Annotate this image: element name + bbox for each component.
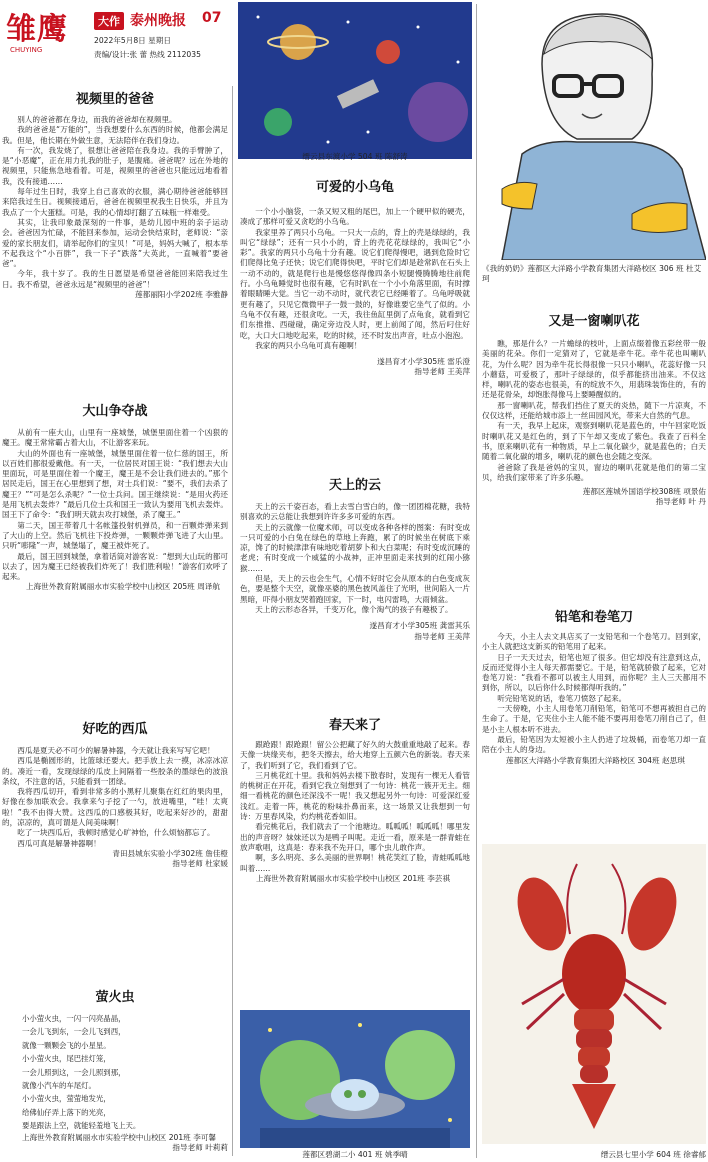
drawing-caption: 缙云县七里小学 604 班 徐睿郁 bbox=[600, 1150, 706, 1159]
drawing-aliens bbox=[240, 1010, 470, 1148]
logo-subtitle: CHUYING bbox=[10, 46, 43, 54]
paragraph: 吃了一块西瓜后，我顿时感觉心旷神怡，什么烦恼都忘了。 bbox=[17, 828, 215, 838]
article-title: 春天来了 bbox=[328, 718, 381, 733]
poem-line: 就像一颗颗会飞的小星星。 bbox=[22, 1040, 111, 1050]
drawing-caption: 莲都区碧湖二小 401 班 姚季晴 bbox=[302, 1150, 408, 1159]
paragraph: 我家里养了两只小乌龟。一只大一点的，背上的壳是绿绿的，我叫它“绿绿”；还有一只小小的，背上的壳花花绿绿的，我叫它“小彩”。我家的两只小乌龟十分有趣。说它们爬得慢吧，遇到危险时它们爬得比兔子还快；说它们爬得快吧，平时它们却是趁常趴在石头上一动不动的，就是爬行也是慢悠悠得像四条小短腿慢腾腾地往前爬行。小乌龟睡觉时也很有趣，它有时趴在一个小小角落里面，有时撑着眼睛睡大觉。当它一动不动时，就代表它已经睡着了。乌龟呼吸就更有趣了，只见它微微甲子一鼓一鼓的，好像谁要它坐气了似的。小乌龟不仅有趣，还很贪吃。一天，我往鱼缸里倒了点龟食，就看到它们东推推、西碰碰，确定旁边没人时，更上前闻了闻，然后叼住好吃，大口大口地吃起来，吃的时候，还不时发出声音，吐点小泡泡。 bbox=[240, 227, 470, 340]
author-signature: 莲都区莲城外国语学校308班 项景佑 bbox=[582, 487, 706, 497]
paragraph: 第二天，国王带着几十名帐篷投射机弹员，和一百颗炸弹来到了大山的上空。然后飞机往下投炸弹，一颗颗炸弹飞进了大山里。只听“嘭隆”一声，城堡塌了，魔王被炸死了。 bbox=[2, 520, 228, 551]
paragraph: 跟跄跟！跟跄跟！留公公把藏了好久的大鼓重重地敲了起来。春天像一块缘夹布，把冬天擦去，给大地穿上五颜六色的新装。春天来了，我们听到了它，我们看到了它。 bbox=[240, 740, 470, 770]
paragraph: 西瓜可真是解暑神器啊！ bbox=[17, 838, 101, 848]
drawing-grandma bbox=[482, 4, 706, 260]
article-body bbox=[240, 207, 470, 378]
author-signature: 上海世外教育附属丽水市实验学校中山校区 201班 李芸祺 bbox=[256, 873, 450, 883]
paragraph: 看完桃花后，我们就去了一个池塘边。呱呱呱！呱呱呱！哪里发出的声音呀？妹妹还以为是鸭子叫呢。走近一看，原来是一群青蛙在放声歌唱，这真是：春来我不先开口，哪个虫儿敢作声。 bbox=[240, 822, 470, 852]
article-body bbox=[2, 115, 228, 300]
paragraph: 别人的爸爸都在身边，而我的爸爸却在视频里。 bbox=[17, 115, 177, 124]
alien-illustration bbox=[240, 1010, 470, 1148]
space-illustration bbox=[238, 2, 472, 159]
paragraph: 最后，国王回到城堡，拿着话筒对游客说：“想到大山玩的都可以去了，因为魔王已经被我们炸死了！我们胜利啦！”游客们欢呼了起来。 bbox=[2, 551, 228, 582]
paragraph: 我家的两只小乌龟可真有趣啊！ bbox=[255, 340, 362, 350]
teacher-signature: 指导老师 杜家媛 bbox=[172, 859, 228, 869]
poem-body bbox=[2, 1012, 228, 1153]
paragraph: 但是，天上的云也会生气，心情不好时它会从原本的白色变成灰色，要是整个天空，就像巫婆的黑色披风盖住了光明，世间陷入一片黑暗，吓得小朋友哭着跑回家，下一时，电闪雷鸣，大雨倾盆。 bbox=[240, 574, 470, 604]
paragraph: 我将西瓜切开，看到非常多的小黑籽儿聚集在红红的果肉里，好像在参加联欢会。我拿来勺子挖了一勺，放进嘴里，“哇！太爽啦！”我不由得大赞。这西瓜的口感极其好，吃起来好沙的，甜甜的，凉凉的，真可谓是人间美味啊！ bbox=[2, 787, 228, 828]
paragraph: 听完铅笔说的话，卷笔刀愤怒了起来。 bbox=[497, 693, 627, 703]
paragraph: 一个小小脑袋，一条又短又粗的尾巴，加上一个硬甲似的硬壳，凑成了那样可爱又贪吃的小乌龟。 bbox=[240, 207, 470, 227]
paragraph: 瞧，那是什么？一片蟾绿的枝叶，上面点缀着像五彩丝带一般美丽的花朵。你们一定猜对了，它就是牵牛花。牵牛花也叫喇叭花，为什么呢？因为牵牛花长得很像一只只小喇叭，花蕊好像一只小蘑菇，可爱极了，那叶子绿绿的，似乎都能挤出油来。不仅这样，喇叭花的姿态也很美，有的绽放不久，用翡珠装饰住的，有的还是花骨朵，却饱胀得像马上要睡醒似的。 bbox=[482, 339, 706, 400]
paragraph: 西瓜是椭圆形的，比篮球还要大。把手放上去一摸，冰凉冰凉的。凑近一看，发现绿绿的瓜皮上间隔着一些胶条的墨绿色的波浪条纹，不注意的话，只能看到一团绿。 bbox=[2, 756, 228, 786]
article-body bbox=[2, 428, 228, 593]
poem-line: 小小萤火虫，一闪一闪亮晶晶， bbox=[22, 1014, 126, 1023]
author-signature: 上海世外教育附属丽水市实验学校中山校区 205班 周译航 bbox=[26, 582, 220, 592]
paragraph: 我的爸爸是“万能的”，当我想要什么东西的时候，他都会满足我。但是，他长期在外做生意，无法陪伴在我们身边。 bbox=[2, 125, 228, 145]
article-title: 可爱的小乌龟 bbox=[315, 180, 394, 195]
author-signature: 青田县城东实验小学302班 詹佳橙 bbox=[112, 848, 228, 858]
article-title: 铅笔和卷笔刀 bbox=[554, 610, 633, 625]
paragraph: 最后，铅笔因为太短被小主人扔进了垃圾桶，而卷笔刀却一直陪在小主人的身边。 bbox=[482, 734, 706, 755]
teacher-signature: 指导老师 叶莉莉 bbox=[172, 1142, 228, 1152]
column-left bbox=[2, 86, 228, 1162]
paragraph: 一天傍晚，小主人用卷笔刀削铅笔，铅笔可不想再被担自己的生命了。于是，它夹住小主人能不能不要再用卷笔刀削自己了，但是小主人根本听不进去。 bbox=[482, 704, 706, 734]
column-divider bbox=[232, 86, 233, 1156]
paragraph: 天上的云形态各异，千变万化，像个淘气的孩子有趣极了。 bbox=[255, 604, 453, 614]
paragraph: 西瓜是夏天必不可少的解暑神器，今天就让我来写写它吧！ bbox=[17, 746, 215, 755]
page-number: 07 bbox=[202, 10, 222, 26]
drawing-caption: 缙云县东渡小学 504 班 陈舒涛 bbox=[302, 152, 408, 161]
article-title: 视频里的爸爸 bbox=[75, 92, 154, 107]
article-body bbox=[2, 746, 228, 870]
lobster-illustration bbox=[482, 844, 706, 1144]
article-title: 天上的云 bbox=[328, 478, 381, 493]
paragraph: 其实，让我印象最深刻的一件事，是幼儿园中班的亲子运动会。爸爸因为忙碌，不能回来参加，运动会快结束时，老师说：“亲爱的家长朋友们，请举起你们的宝贝！”可是，妈妈大喊了，根本举不起我这个“小百胖”，我一下子“跌落”大英此，一直喊着“要爸爸”。 bbox=[2, 217, 228, 269]
paragraph: 三月桃花红十里。我和妈妈去楼下散春时，发现有一棵无人看管的桃树正在开花，看到它我立刻想到了一句诗：桃花一簇开无主。细细一看桃花的颜色还深浅不一呢！我又想起另外一句诗：可爱深红爱浅红。走着一阵，桃花的粉味扑鼻而来，这一场景又让我想到一句诗：万里春风染，灼灼桃花香如旧。 bbox=[240, 770, 470, 822]
author-signature: 上海世外教育附属丽水市实验学校中山校区 201班 李可馨 bbox=[22, 1132, 216, 1142]
poem-line: 小小萤火虫，尾巴挂灯笼， bbox=[22, 1054, 111, 1064]
poem-line: 一会儿照到这，一会儿照到那， bbox=[22, 1067, 126, 1077]
article-title: 又是一窗喇叭花 bbox=[548, 314, 640, 329]
paragraph: 今年，我十岁了。我的生日愿望是希望爸爸能回来陪我过生日。我不希望，爸爸永远是“视频里的爸爸”！ bbox=[2, 269, 228, 289]
paragraph: 每年过生日时，我穿上自己喜欢的衣服，满心期待爸爸能够回来陪我过生日。视频接通后，爸爸在视频里祝我生日快乐，并且为我点了一个大蛋糕。可是，我的心情却打翻了五味瓶一样难受。 bbox=[2, 187, 228, 217]
poem-line: 小小萤火虫，萤萤地发光， bbox=[22, 1094, 111, 1104]
author-signature: 莲都区大洋路小学教育集团大洋路校区 304班 赵思琪 bbox=[506, 755, 685, 765]
article-body bbox=[482, 339, 706, 508]
author-signature: 遂昌育才小学305班 龚雷其乐 bbox=[369, 621, 470, 631]
teacher-signature: 指导老师 王美萍 bbox=[414, 367, 470, 377]
paragraph: 啊，多么明亮、多么美丽的世界啊！桃花笑红了脸，青蛙呱呱地叫着…… bbox=[240, 853, 470, 873]
paragraph: 日子一天天过去，铅笔也短了很多。但它却没有注意到这点，反而还觉得小主人每天都需要它。于是，铅笔就骄傲了起来，它对卷笔刀说：“我看不都可以被主人用到，而你呢？主人三天都用不到你，所以，以后你什么时候都得听我的。” bbox=[482, 652, 706, 693]
teacher-signature: 指导老师 叶 丹 bbox=[655, 497, 706, 507]
drawing-lobster bbox=[482, 844, 706, 1144]
article-title: 大山争夺战 bbox=[82, 404, 148, 419]
drawing-caption: 《我的奶奶》莲都区大洋路小学教育集团大洋路校区 306 班 杜艾珂 bbox=[482, 264, 702, 284]
paragraph: 爸爸除了我是爸妈的宝贝，窗边的喇叭花就是他们的第二宝贝，给我们家带来了许多乐趣。 bbox=[482, 462, 706, 482]
paragraph: 有一次，我发烧了，很想让爸爸陪在我身边。我的手臂肿了，是“小恶魔”，正在用力扎我的肚子，是腹痛。爸爸呢？远在外地的视频里，只能焦急地看着。可是，视频里的爸爸也只能远远地看着我，没有接通…… bbox=[2, 145, 228, 186]
grandma-illustration bbox=[482, 4, 706, 260]
poem-line: 给佛仙仔弄上落下的光亮， bbox=[22, 1107, 111, 1117]
column-right bbox=[482, 310, 706, 840]
poem-line: 就像小汽车的车尾灯。 bbox=[22, 1081, 96, 1091]
article-title: 好吃的西瓜 bbox=[82, 722, 148, 737]
paragraph: 天上的云就像一位魔术师，可以变成各种各样的图案：有时变成一只可爱的小白兔在绿色的草地上奔跑，累了的时候坐在树底下乘凉，馋了的时候津津有味地吃着胡萝卜和大白菜呢；有时变成沉睡的老虎；有时变成一个威猛的小战神，正冲里面走来找到的红闹小猕猴…… bbox=[240, 522, 470, 573]
article-body bbox=[482, 632, 706, 766]
paper-name: 泰州晚报 bbox=[130, 13, 186, 29]
article-body bbox=[240, 502, 470, 642]
poem-line: 要是跟法上空，就能轻羞地飞上天。 bbox=[22, 1121, 141, 1131]
logo: 雏鹰 bbox=[6, 12, 68, 47]
section-badge: 大作 bbox=[94, 12, 124, 30]
paragraph: 今天，小主人去文具店买了一支铅笔和一个卷笔刀。回到家，小主人就把这支新买的铅笔用了起来。 bbox=[482, 632, 706, 652]
paragraph: 天上的云千姿百态，看上去雪白雪白的，像一团团棉花糖，我特别喜欢的云总能让我想到许许多多可爱的东西。 bbox=[240, 502, 470, 522]
article-title: 萤火虫 bbox=[95, 990, 135, 1005]
author-signature: 遂昌育才小学305班 雷乐澄 bbox=[377, 357, 470, 367]
paragraph: 从前有一座大山，山里有一座城堡，城堡里面住着一个凶狠的魔王。魔王常常霸占着大山，不让游客来玩。 bbox=[2, 428, 228, 448]
article-body bbox=[240, 740, 470, 884]
teacher-signature: 指导老师 王美萍 bbox=[414, 631, 470, 641]
paragraph: 有一天，我早上起床，观察到喇叭花是蓝色的，中午回家吃饭时喇叭花又是红色的，到了下午却又变成了紫色。我查了百科全书，原来喇叭花有一种物质，早上二氧化碳少，就是蓝色的；白天随着二氧化碳的增多，喇叭花的颜色也会随之变深。 bbox=[482, 421, 706, 462]
masthead bbox=[6, 4, 256, 64]
column-divider bbox=[476, 4, 477, 1158]
editor-line: 责编/设计:张 蕾 热线 2112035 bbox=[94, 50, 201, 59]
drawing-space bbox=[238, 2, 472, 159]
issue-date: 2022年5月8日 星期日 bbox=[94, 36, 171, 45]
paragraph: 那一窗喇叭花，帮我们挡住了夏天的炎热，随下一片凉爽，不仅仅这样，还能给城市添上一丝田园风光，带来大自然的气息。 bbox=[482, 400, 706, 421]
paragraph: 大山的外面也有一座城堡，城堡里面住着一位仁慈的国王，所以百姓们都很爱戴他。有一天，一位居民对国王说：“我们想去大山里面玩，可是里面住着一个魔王，魔王是不会让我们进去的。”那个居民走后，国王在心里想到了想，对士兵们说：“要不，我们去杀了魔王？”“可是怎么杀呢？”一位士兵问。国王继续说：“是用火药还是用飞机去轰炸？”最后几位士兵和国王一致认为要用飞机去轰炸。国王下了命令：“我们明天就去攻打城堡，杀了魔王。” bbox=[2, 448, 228, 520]
author-signature: 莲都丽阳小学202班 李雅静 bbox=[135, 290, 228, 300]
poem-line: 一会儿飞到东，一会儿飞到西， bbox=[22, 1027, 126, 1037]
